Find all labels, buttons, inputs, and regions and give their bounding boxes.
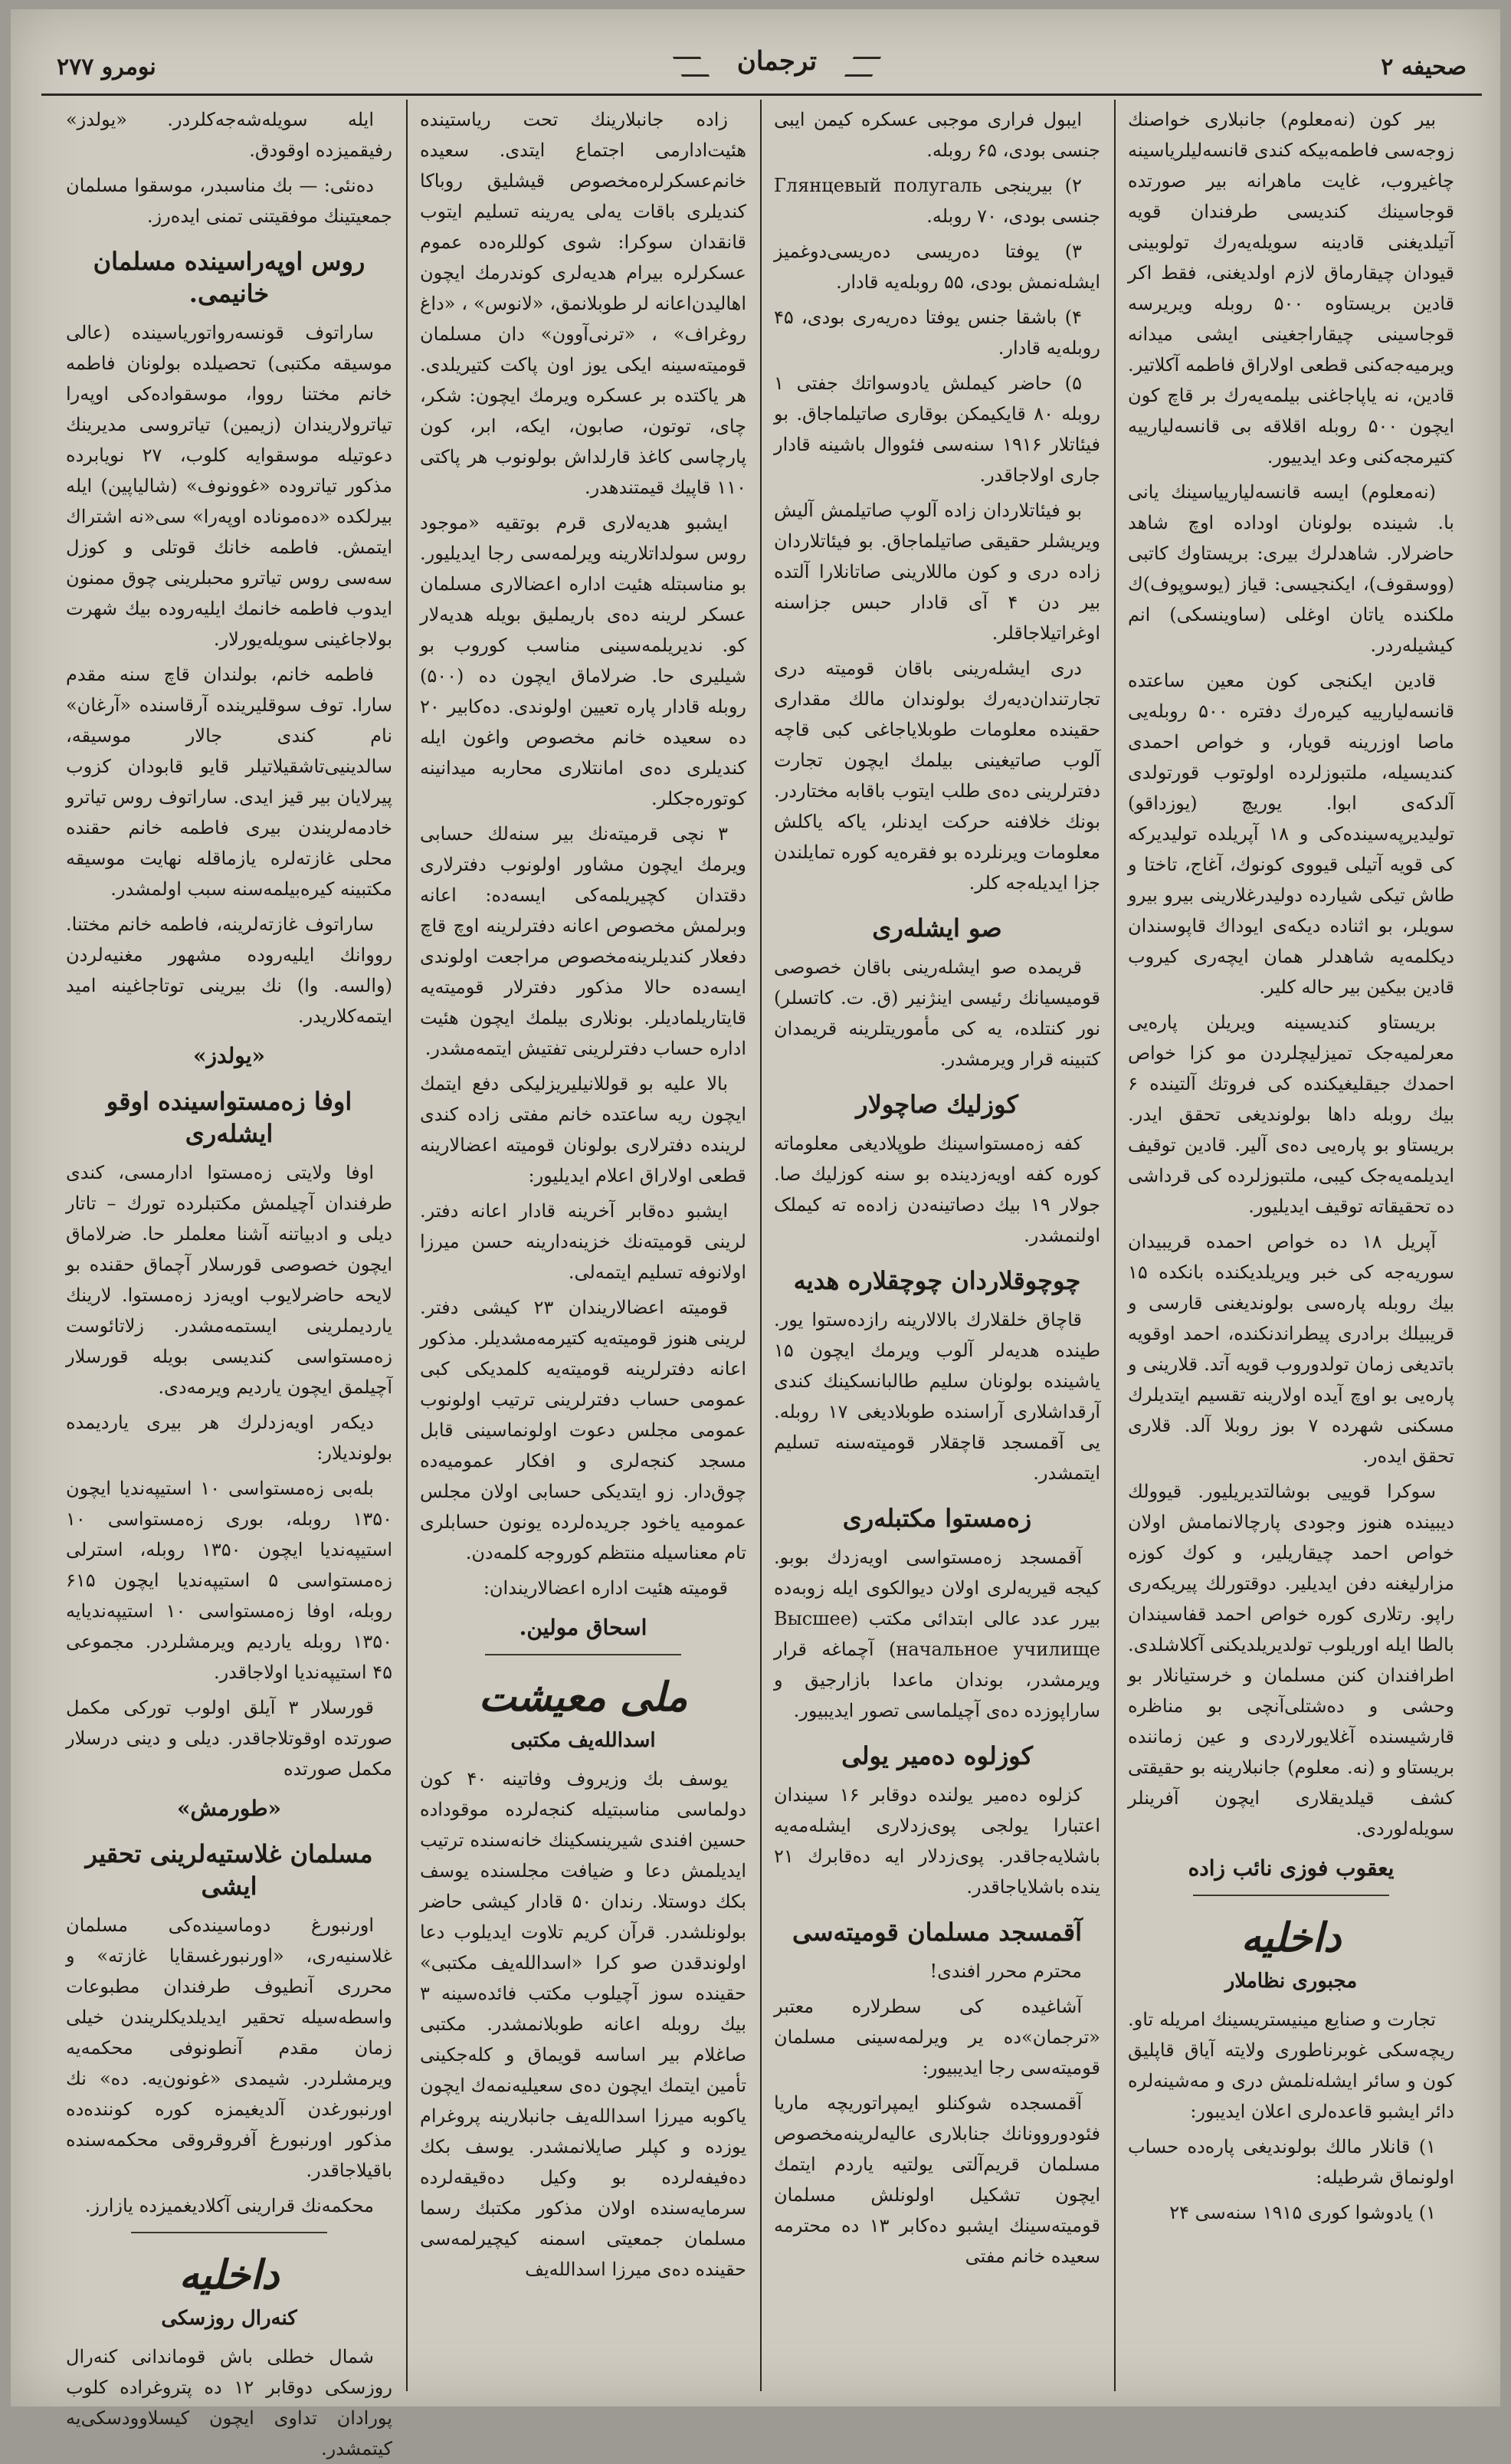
paragraph: ایبول فراری موجبی عسکره کیمن ایبی جنسی بودی، ۶۵ روبله.: [774, 109, 1100, 161]
separator-rule: [485, 1654, 681, 1656]
article-title: زه‌مستوا مکتبله‌ری: [842, 1504, 1032, 1533]
paragraph: اوفا ولایتی زه‌مستوا ادارمسی، کندی طرفندان آچیلمش مکتبلرده تورك – تاتار دیلی و ادبیاتنه آشنا معلملر حا. ضرلاماق ایچون خصوصی قورسلار آچماق حقنده بو لایحه حاضرلایوب اویه‌زد زه‌مستوا. لارینك یاردیملرینی ایستمه‌مشدر. زلاتائوست زه‌مستواسی کندیسی بویله قورسلار آچیلمق ایچون یاردیم ویرمه‌دی.: [66, 1162, 392, 1398]
paragraph: ۵) حاضر کیملش یادوسواتك جفتی ۱ روبله ۸۰ قایکیمکن بوقاری صاتیلماجاق. بو فیئاتلار ۱۹۱۶ سنه‌سی فئووال باشینه قادار جاری اولاجاقدر.: [774, 372, 1100, 486]
separator-rule: [131, 2232, 327, 2234]
paragraph: قاچاق خلقلارك بالالارینه رازده‌ستوا یور. طینده هدیه‌لر آلوب ویرمك ایچون ۱۵ یاشینده بولونان سلیم طالبانسکینك کندی آرقداشلاری آراسنده طوبلادیغی ۱۷ روبله. یی آقمسجد قاچقلار قومیته‌سنه تسلیم ایتمشدر.: [774, 1309, 1100, 1484]
column-2: [766, 100, 1108, 2391]
paragraph: (نه‌معلوم) ایسه قانسه‌لیارییاسینك یانی با. شینده بولونان اوداده اوچ شاهد حاضرلار. شاهدلرك بیری: بریستاوك کاتبی (ووسقوف)، ایکنجیسی: قیاز (یوسوپوف)ك ملکنده یاتان اوغلی (ساوینسکی) انم کیشیله‌ردر.: [1128, 481, 1454, 656]
paragraph: ۳) یوفتا ده‌ریسی ده‌ریسی‌دوغمیز ایشله‌نمش بودی، ۵۵ روبله‌یه قادار.: [774, 241, 1100, 293]
article-title: اسدالله‌یف مکتبی: [510, 1729, 656, 1752]
column-divider: [406, 100, 408, 2391]
paragraph: شمال خطلی باش قوماندانی کنه‌رال روزسکی دوقابر ۱۲ ده پتروغراده کلوب پورادان تداوی ایچون کیسلاوودسکی‌یه کیتمشدر.: [66, 2346, 392, 2459]
page-number: صحیفه ۲: [1381, 54, 1467, 80]
paragraph: قادین ایکنجی کون معین ساعتده قانسه‌لیارییه کیره‌رك دفتره ۵۰۰ روبله‌یی ماصا اوزرینه قویار، و خواص احمدی کندیسیله، ملتبوزلرده اولوتوب قورتولدی آلدکه‌ی ابوا. یوریچ (یوزداقو) تولیدیرپه‌سینده‌کی و ۱۸ آپریلده تولیدیرکه کی قویه آتیلی قیووی کونوك، آغاج، تاختا و طاش تیکی شیارده دولیدرغلارینی بیرو بیرو سویلر، بو اثناده دیکه‌ی ایوداك قاپوسندان دیکلمه‌یه شاهدلر همان ایچه‌ری کیروب قادین بیکین بیر حاله کلیر.: [1128, 670, 1455, 998]
paragraph: آقمسجده شوکنلو ایمپراتوریچه ماریا فئودوروونانك جنابلاری عالیه‌لرینه‌مخصوص مسلمان قریم‌آلتی یولتیه یاردم ایتمك ایچون تشکیل اولونلش مسلمان قومیته‌سینك ایشبو ده‌کابر ۱۳ ده محترمه سعیده خانم مفتی: [774, 2092, 1100, 2267]
author-signature: اسحاق مولین.: [519, 1615, 647, 1640]
issue-number: نومرو ۲۷۷: [57, 54, 156, 80]
paragraph: ۲) بیرینجی Глянцевый полугаль جنسی بودی، ۷۰ روبله.: [774, 175, 1100, 227]
page-header: [41, 40, 1482, 96]
paragraph: فاطمه خانم، بولندان قاچ سنه مقدم سارا. توف سوقلیرینده آرقاسنده «آرغان» نام کندی جالار موسیقه، سالدینیی‌تاشقیلاتیلر قایو قابودان کزوب پیرلایان بیر قیز ایدی. ساراتوف روس تیاترو خادمه‌لریندن بیری فاطمه خانم حقنده محلی غازته‌لره یازماقله نهایت موسیقه مکتبینه کیره‌بیلمه‌سنه سبب اولمشدر.: [66, 664, 392, 900]
column-3: [412, 100, 754, 2391]
column-divider: [1114, 100, 1116, 2391]
paragraph: ایشبو ده‌قابر آخرینه قادار اعانه دفتر. لرینی قومیته‌نك خزینه‌دارینه حسن میرزا اولانوفه تسلیم ایتمه‌لی.: [420, 1200, 746, 1283]
article-title: روس اوپه‌راسینده مسلمان خانیمی.: [93, 247, 365, 308]
paragraph: قومیته اعضالاریندان ۲۳ کیشی دفتر. لرینی هنوز قومیته‌یه کتیرمه‌مشدیلر. مذکور اعانه دفترلرینه قومیته‌یه کلمدیکی کبی عمومی حساب دفترلرینی ترتیب اولونوب عمومی مجلس دعوت اولونماسینی قابل مسجد کنجه‌لری و افکار عمومیه‌ده چوق‌دار. زو ایتدیکی حسابی اولان مجلس عمومیه یاخود جریده‌لرده یونون حسابلری تام معناسیله منتظم کوروجه کلمه‌دن.: [420, 1297, 746, 1563]
paragraph: قریمده صو ایشله‌رینی باقان خصوصی قومیسیانك رئیسی اینژنیر (ق. ت. کاتسلر) نور کنتلده، یه کی مأموریتلرینه قریمدان کتبینه قرار ویرمشدر.: [774, 956, 1100, 1070]
article-title: کوزلیك صاچولار: [856, 1090, 1018, 1119]
article-title: مجبوری نظاملار: [1224, 1970, 1358, 1993]
paragraph: بو فیئاتلاردان زاده آلوپ صاتیلمش آلیش ویریشلر حقیقی صاتیلماجاق. بو فیئاتلاردان زاده دری و کون ماللارینی صاتانلارا آلتده بیر دن ۴ آی قادار حبس جزاسنه اوغراتیلاجاقلر.: [774, 500, 1101, 644]
paragraph: ۴) باشقا جنس یوفتا ده‌ریه‌ری بودی، ۴۵ روبله‌یه قادار.: [774, 307, 1100, 359]
paragraph: آپریل ۱۸ ده خواص احمده قریبیدان سوریه‌جه کی خبر ویریلدیکنده بانکده ۱۵ بیك روبله پاره‌سی بولوندیغنی قارسی و قریبیلك برادری پیطراندنکنده، احمد اوقویه باتدیغی زمان تولدوروب قویه آتد. قلارینی و پاره‌یی بو اوچ آیده اولارینه تقسیم ایتدیلرك مسکنی شهرده ۷ بوز روبلا آلد. قلاری تحقق ایده‌ر.: [1128, 1231, 1454, 1467]
paragraph: قومیته هئیت اداره اعضالاریندان:: [483, 1577, 728, 1599]
masthead-block: [700, 40, 854, 94]
section-title: ملی معیشت: [478, 1674, 688, 1721]
paragraph: ۱) قانلار مالك بولوندیغی پاره‌ده حساب اولونماق شرطیله:: [1128, 2136, 1454, 2188]
paragraph: ایشبو هدیه‌لاری قرم بوتقیه «موجود روس سولداتلارینه ویرلمه‌سی رجا ایدیلیور. بو مناسبتله هئیت اداره اعضالاری مسلمان عسکر لرینه ده‌ی باریملیق بویله هدیه‌لار کو. ندیریلمه‌سینی مناسب کوروب بو شیلیری حا. ضرلاماق ایچون ده (۵۰۰) روبله قادار پاره تعیین اولوندی. ده‌کابیر ۲۰ ده سعیده خانم مخصوص واغون ایله کندیلری ده‌ی امانتلاری محاربه میدانینه کوتوره‌جکلر.: [420, 512, 746, 809]
paragraph: قورسلار ۳ آیلق اولوب تورکی مکمل صورتده اوقوتلاجاقدر. دیلی و دینی درسلار مکمل صورتده: [66, 1697, 392, 1780]
article-title: مسلمان غلاستیه‌لرینی تحقیر ایشی: [85, 1839, 373, 1901]
author-signature: یعقوب فوزی نائب زاده: [1188, 1855, 1395, 1881]
article-title: صو ایشله‌ری: [872, 914, 1002, 943]
article-title: کنه‌رال روزسکی: [161, 2307, 297, 2330]
paragraph: آقمسجد زه‌مستواسی اویه‌زدك بوبو. کیجه قیریه‌لری اولان دیوالکوی ایله زوبه‌ده بیرر عدد عالی ابتدائی مکتب (Высшее начальное училище) آچماغه قرار ویرمشدر، بوندان ماعدا بازارجیق و ساراپوزده ده‌ی آچیلماسی تصور ایدیبیور.: [774, 1547, 1100, 1721]
paragraph: ده‌نئی: — بك مناسبدر، موسقوا مسلمان جمعیتینك موفقیتنی تمنی ایده‌رز.: [66, 175, 392, 227]
paragraph: بله‌بی زه‌مستواسی ۱۰ استیپه‌ندیا ایچون ۱۳۵۰ روبله، بوری زه‌مستواسی ۱۰ استیپه‌ندیا ایچون ۱۳۵۰ روبله، استرلی زه‌مستواسی ۵ استیپه‌ندیا ایچون ۶۱۵ روبله، اوفا زه‌مستواسی ۱۰ استیپه‌ندیایه ۱۳۵۰ روبله یاردیم ویرمشلردر. مجموعی ۴۵ استیپه‌ندیا اولاجاقدر.: [66, 1478, 392, 1683]
newspaper-page: [11, 9, 1500, 2459]
separator-rule: [1193, 1895, 1389, 1897]
section-title: داخلیه: [1241, 1914, 1342, 1961]
paragraph: بالا علیه بو قوللانیلیریزلیکی دفع ایتمك ایچون ریه ساعتده خانم مفتی زاده کندی لرینده دفترلاری بولونان قومیته اعضالارینه قطعی اولاراق اعلام ایدیلیور:: [420, 1073, 746, 1186]
source-credit: «یولدز»: [192, 1043, 265, 1068]
paragraph: یوسف بك وزیروف وفاتینه ۴۰ کون دولماسی مناسبتیله کنجه‌لرده موقوداده حسین افندی شیرینسکینك خانه‌سنده ترتیب ایدیلمش دعا و ضیافت مجلسنده یوسف بکك دوستلا. رندان ۵۰ قادار کیشی حاضر بولونلشدر. قرآن کریم تلاوت ایدیلوب دعا اولوندقدن صو کرا «اسدالله‌یف مکتبی» حقینده سوز آچیلوب مکتب فائده‌سینه ۳ بیك روبله اعانه طوبلانمشدر. مکتبی صاغلام بیر اساسه قویماق و کله‌جکینی تأمین ایتمك ایچون ده‌ی سعیلیه‌نمه‌ك ایچون یاکوبه میرزا اسدالله‌یف جانبلارینه پروغرام یوزده و کپلر صایلانمشدر. یوسف بکك ده‌فیفه‌لرده بو وکیل ده‌قیقه‌لرده سرمایه‌سنده اولان مذکور مکتبك رسما مسلمان جمعیتی اسمنه کیچیرلمه‌سی حقینده ده‌ی میرزا اسدالله‌یف: [420, 1768, 746, 2280]
article-title: کوزلوه ده‌میر یولی: [841, 1741, 1033, 1770]
column-1: [1120, 100, 1462, 2391]
paragraph: ۱) یادوشوا کوری ۱۹۱۵ سنه‌سی ۲۴: [1169, 2202, 1436, 2223]
paragraph: ۳ نچی قرمیته‌نك بیر سنه‌لك حسابی ویرمك ایچون مشاور اولونوب دفترلاری دقتدان کچیریلمه‌کی ایسه‌ده: اعانه وبرلمش مخصوص اعانه دفترلرینه اوچ قاچ دفعلار کندیلرینه‌مخصوص مراجعت اولوندی ایسه‌ده حالا مذکور دفترلار قومیته‌یه قایتاریلمادیلر. بونلاری بیلمك ایچون هئیت اداره حساب دفترلرینی تفتیش ایتمه‌مشدر.: [420, 823, 746, 1059]
paragraph: بیر کون (نه‌معلوم) جانبلاری خواصنك زوجه‌سی فاطمه‌بیکه کندی قانسه‌لیلریاسینه چاغیروب، غایت ماهرانه بیر صورتده قوجاسینك کندیسی طرفندان قویه آتیلدیغنی قادینه سویله‌یه‌رك تولوبینی قیودان چیقارماق لازم اولدیغنی، فقط اکر قادین بریستاوه ۵۰۰ روبله ویریرسه قوجاسینی چیقاراجغینی ایشی میدانه ویرمیه‌جه‌کنی قطعی اولاراق فاطمه آکلاتیر. قادین، نه یاپاجاغنی بیلمه‌یه‌رك بر قاچ کون ایچون ۵۰۰ روبله اقلاقه بی قانسه‌لیارییه کتیرمجه‌کنی وعد ایدییور.: [1128, 109, 1454, 468]
article-title: آقمسجد مسلمان قومیته‌سی: [792, 1918, 1082, 1947]
article-title: اوفا زه‌مستواسینده اوقو ایشله‌ری: [106, 1087, 352, 1148]
paragraph: آشاغیده کی سطرلاره معتبر «ترجمان»ده یر ویرلمه‌سینی مسلمان قومیته‌سی رجا ایدیبیور:: [774, 1996, 1100, 2078]
paragraph: سوکرا قوییی بوشالتدیریلیور. قیوولك دیبینده هنوز وجودی پارچالانمامش اولان خواص احمد چیقاریلیر، و کوك کوزه مزارلیغنه دفن ایدیلیر. دوقتورلك پیریکه‌ری راپو. رتلاری کوره خواص احمد قفاسیندان بالطا ایله اوریلوب تولدیریلدیکنی آکلاشلدی. اطرافندان کنن مسلمان و خرستیانلار بو وحشی و ده‌شتلی‌آنچی بو مناظره قارشیسنده آغلایورلاردی و عین زماننده بریستاو و (نه. معلوم) جانبلارینه بو حقیقتی کشف قیلدیقلاری ایچون آفرینلر سویله‌لوردی.: [1128, 1481, 1454, 1839]
masthead-title: ترجمان: [736, 46, 818, 77]
paragraph: دری ایشله‌رینی باقان قومیته دری تجارتندان‌دیه‌رك بولوندان مالك مقداری حقینده معلومات طوبلایاجاغی کبی قاچه آلوب صاتیغینی بیلمك ایچون تجارت دفترلرینی ده‌ی طلب ایتوب باقابه مختاردر. بونك خلافنه حرکت ایدنلر، یاکه یاکلش معلومات ویرنلرده بو فقره‌یه کوره تمایلندن جزا ایدیله‌جه کلر.: [774, 658, 1100, 894]
column-4: [58, 100, 400, 2459]
paragraph: کزلوه ده‌میر یولنده دوقابر ۱۶ سیندان اعتبارا یولجی پوی‌زدلاری ایشله‌مه‌یه باشلایه‌جاقدر. پوی‌زدلار ایه ده‌قابرك ۲۱ ینده باشلایاجاقدر.: [774, 1784, 1100, 1898]
paragraph: اورنبورغ دوماسینده‌کی مسلمان غلاسنیه‌ری، «اورنبورغسقایا غازته» و محرری آنطیوف طرفندان مطبوعات واسطه‌سیله تحقیر ایدیلدیکلریندن خیلی زمان مقدم آنطونوفی محکمه‌یه ویرمشلردر. شیمدی «غونون‌یه. ده» نك اورنبورغدن آلدیغیمزه کوره کوننده‌ده مذکور اورنبورغ آفروقروقی محکمه‌سنده باقیلاجاقدر.: [66, 1914, 392, 2181]
article-title: چوچوقلاردان چوچقلاره هدیه: [793, 1266, 1081, 1295]
paragraph: زاده جانبلارینك تحت ریاستینده هئیت‌ادارمی اجتماع ایتدی. سعیده خانم‌عسکرلره‌مخصوص قیشلیق روباکا کندیلری باقات یه‌لی یه‌رینه تسلیم ایتوب قانقدان سوکرا: شوی کوللره‌ده عموم عسکرلره بیرام هدیه‌لری کوندرمك ایچون اهالیدن‌اعانه لر طوبلانمق، «لانوس» ، «داغ روغراف» ، «ترنی‌آوون» دان مسلمان قومیته‌سینه ایکی یوز اون پاکت کتیریلدی. هر یاکتده بر عسکره ویرمك ایچون: شکر، چای، توتون، صابون، ایکه، ابر، کون پارچاسی کاغذ قارلداش بولونوب هر پاکتی ۱۱۰ قاپیك قیمتندهدر.: [420, 109, 746, 498]
paragraph: ساراتوف غازته‌لرینه، فاطمه خانم مختنا. رووانك ایلیه‌روده مشهور مغنیه‌لردن (والسه. وا) نك بیرینی توتاجاغینه امید ایتمه‌کلاریدر.: [66, 914, 392, 1027]
paragraph: دیکه‌ر اویه‌زدلرك هر بیری یاردیمده بولوندیلار:: [66, 1412, 392, 1464]
paragraph: تجارت و صنایع مینیستریسینك امریله تاو. ریچه‌سکی غوبرناطوری ولایته آیاق قاپلیق کون و سائر ایشله‌نلمش دری و مه‌شینه‌لره دائر ایشبو قاعده‌لری اعلان ایدیبور:: [1128, 2009, 1454, 2122]
column-divider: [760, 100, 762, 2391]
section-title: داخلیه: [179, 2252, 280, 2298]
paragraph: بریستاو کندیسینه ویریلن پاره‌یی معرلمیه‌جک تمیزلیچلردن مو کزا خواص احمدك جیقلیغیکنده کی فروتك آلتینده ۶ بیك روبله داها بولوندیغی تحقق ایدر. بریستاو بو پاره‌یی ده‌ی آلیر. قادین توقیف ایدیلمه‌یه‌جک کیبی، ملتبوزلرده کی قرداشی ده تحقیقاته توقیف ایدیلیور.: [1128, 1012, 1454, 1217]
paragraph: ایله سویله‌شه‌جه‌کلردر. «یولدز» رفیقمیزده اوقودق.: [66, 109, 392, 161]
paragraph: ساراتوف قونسه‌رواتوریاسینده (عالی موسیقه مکتبی) تحصیلده بولونان فاطمه خانم مختنا رووا، موسقواده‌کی اوپه‌را تیاترولاریندان (زیمین) تیاتروسی مدیرینك دعوتیله موسقوایه کلوب، ۲۷ نویابرده مذکور تیاتروده «غوونوف» (شالیاپین) ایله بیرلکده «ده‌موناده اوپه‌را» سی«نه اشتراك ایتمش. فاطمه خانك قوتلی و کوزل سه‌سی روس تیاترو محبلرینی چوق ممنون ایدوب فاطمه خانمك ایلیه‌روده بیك شهرت بولاجاغینی سویله‌یورلار.: [66, 322, 392, 650]
source-credit: «طورمش»: [177, 1796, 281, 1821]
paragraph: کفه زه‌مستواسینك طوپلادیغی معلوماته کوره کفه اویه‌زدینده بو سنه کوزلیك صا. جولار ۱۹ بیك دصاتینه‌دن زاده‌ه ته کیملک اولنمشدر.: [774, 1133, 1101, 1246]
paragraph: محترم محرر افندی!: [929, 1960, 1082, 1982]
paragraph: محکمه‌نك قرارینی آکلادیغمیزده یازارز.: [84, 2195, 374, 2216]
